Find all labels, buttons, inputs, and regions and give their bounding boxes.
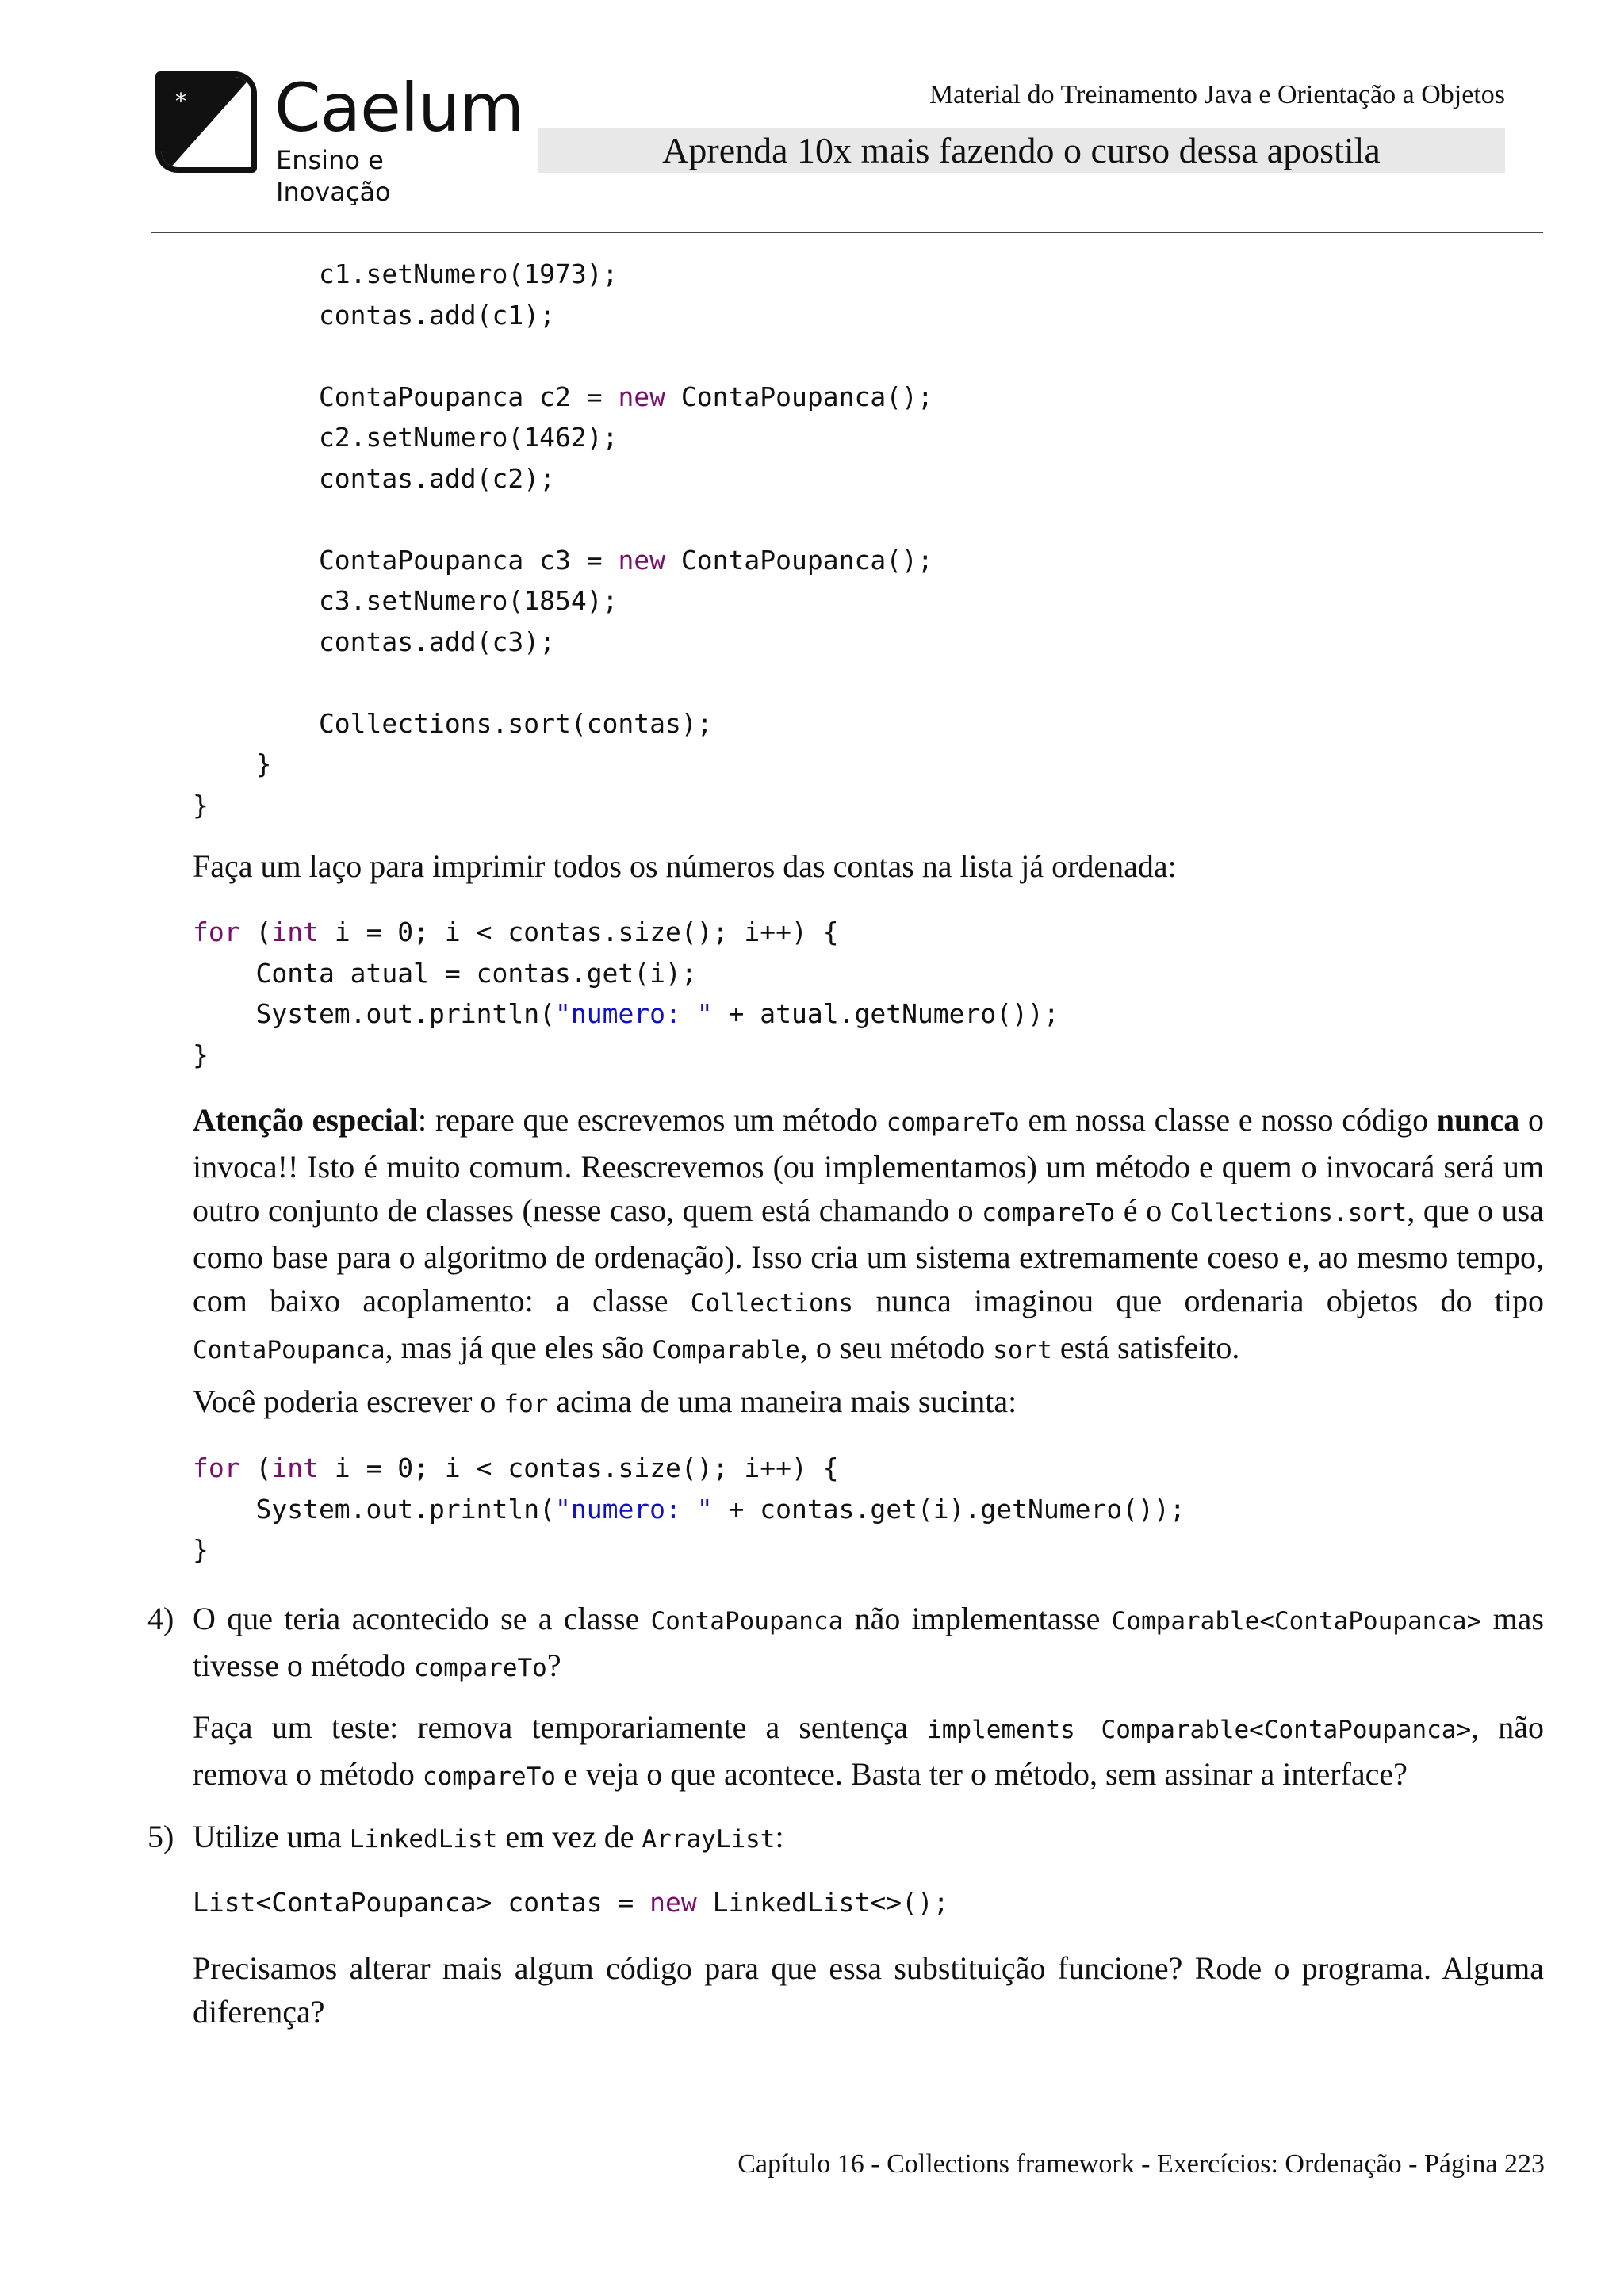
paragraph-succinct: Você poderia escrever o for acima de uma maneira mais sucinta: (193, 1383, 1017, 1419)
code-line: contas.add(c1); (193, 299, 555, 331)
code-line: } (193, 1534, 209, 1565)
page-footer: Capítulo 16 - Collections framework - Exercícios: Ordenação - Página 223 (737, 2149, 1545, 2179)
code-line: System.out.println("numero: " + atual.getNumero()); (193, 998, 1059, 1029)
list-item-4: O que teria acontecido se a classe ContaPoupanca não implementasse Comparable<ContaPoupanca> mas tivesse o método compareTo? (193, 1601, 1545, 1683)
caelum-logo (155, 68, 524, 207)
list-item-5: Utilize uma LinkedList em vez de ArrayList: (193, 1819, 784, 1854)
header-banner: Aprenda 10x mais fazendo o curso dessa apostila (538, 128, 1505, 173)
code-line: c3.setNumero(1854); (193, 585, 619, 616)
logo-mark-icon (155, 71, 257, 173)
paragraph-test: Faça um teste: remova temporariamente a sentença implements Comparable<ContaPoupanca>, não remova o método compareTo e veja o que acontece. Basta ter o método, sem assinar a interface? (193, 1709, 1544, 1792)
code-block-1 (193, 254, 933, 825)
code-line: List<ContaPoupanca> contas = new LinkedList<>(); (193, 1887, 949, 1918)
svg-text:*: * (175, 88, 186, 114)
list-number-5: 5) (147, 1819, 174, 1854)
code-line: Collections.sort(contas); (193, 707, 713, 739)
string-literal: "numero: " (554, 998, 713, 1029)
keyword: new (618, 381, 666, 412)
code-line (193, 335, 933, 377)
code-line: contas.add(c2); (193, 462, 555, 494)
list-number-4: 4) (147, 1601, 174, 1636)
code-line: ContaPoupanca c3 = new ContaPoupanca(); (193, 544, 933, 576)
code-line: } (193, 789, 209, 821)
header-top-text: Material do Treinamento Java e Orientação a Objetos (929, 80, 1505, 109)
code-line: for (int i = 0; i < contas.size(); i++) { (193, 1452, 839, 1483)
code-line: c2.setNumero(1462); (193, 422, 619, 453)
logo-tagline: Ensino e Inovação (276, 145, 391, 207)
keyword: new (649, 1887, 697, 1918)
code-block-2 (193, 912, 1059, 1075)
code-line (193, 499, 933, 540)
keyword: new (618, 544, 666, 576)
code-line: } (193, 1039, 209, 1070)
paragraph-print-loop: Faça um laço para imprimir todos os números das contas na lista já ordenada: (193, 848, 1177, 884)
code-line: for (int i = 0; i < contas.size(); i++) { (193, 916, 839, 947)
logo-name: Caelum (274, 69, 524, 147)
paragraph-attention: Atenção especial: repare que escrevemos um método compareTo em nossa classe e nosso código nunca o invoca!! Isto é muito comum. Reescrevemos (ou implementamos) um método e quem o invocará será um outro conjunto de classes (nesse caso, quem está chamando o compareTo é o Collections.sort, que o usa como base para o algoritmo de ordenação). Isso cria um sistema extremamente coeso e, ao mesmo tempo, com baixo acoplamento: a classe Collections nunca imaginou que ordenaria objetos do tipo ContaPoupanca, mas já que eles são Comparable, o seu método sort está satisfeito. (193, 1102, 1544, 1365)
code-line: Conta atual = contas.get(i); (193, 957, 697, 989)
code-line: ContaPoupanca c2 = new ContaPoupanca(); (193, 381, 933, 412)
code-line: contas.add(c3); (193, 626, 555, 657)
code-line: System.out.println("numero: " + contas.get(i).getNumero()); (193, 1493, 1185, 1525)
code-line (193, 662, 933, 703)
paragraph-question: Precisamos alterar mais algum código para que essa substituição funcione? Rode o programa. Alguma diferença? (193, 1950, 1544, 2030)
string-literal: "numero: " (554, 1493, 713, 1525)
code-line: c1.setNumero(1973); (193, 258, 619, 289)
code-block-3 (193, 1448, 1185, 1571)
code-line: } (193, 748, 272, 779)
code-block-4 (193, 1882, 949, 1923)
header-rule (151, 232, 1543, 233)
